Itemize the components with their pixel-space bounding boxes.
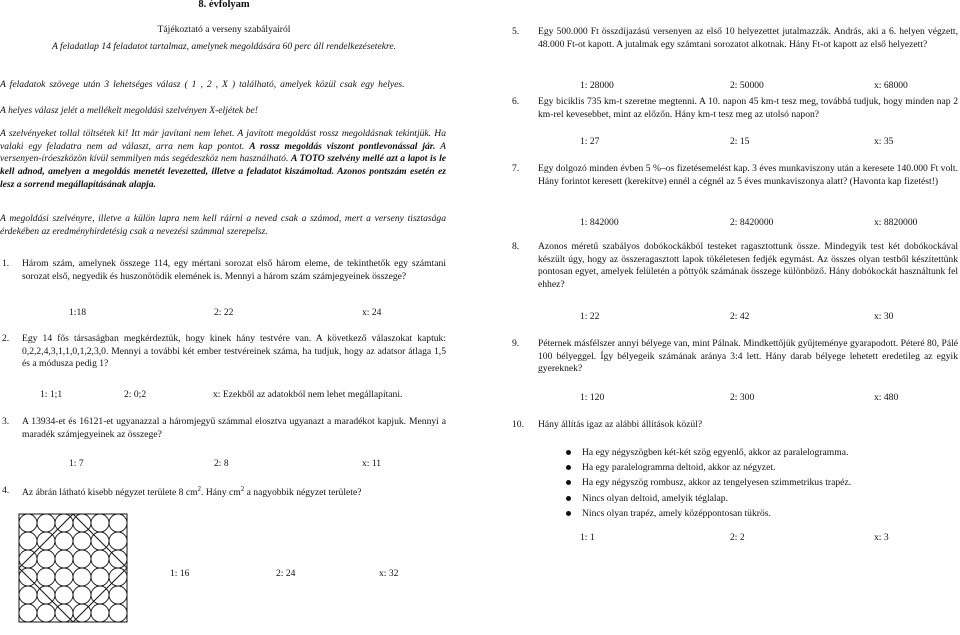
task-5-option-1: 1: 28000 xyxy=(580,80,614,91)
grade-heading: 8. évfolyam xyxy=(198,0,250,10)
task-1-option-2: 2: 22 xyxy=(214,307,234,318)
task-8-option-x: x: 30 xyxy=(874,311,894,322)
bullet-icon xyxy=(566,511,571,516)
task-2-option-2: 2: 0;2 xyxy=(124,389,147,400)
task-10-option-x: x: 3 xyxy=(874,532,889,543)
task-3-option-1: 1: 7 xyxy=(69,458,84,469)
figure-circle xyxy=(73,586,91,604)
task-10-option-2: 2: 2 xyxy=(730,532,745,543)
task-10-number: 10. xyxy=(512,419,524,430)
figure-circle xyxy=(37,604,55,622)
figure-circle xyxy=(109,514,127,532)
statement-text: Nincs olyan deltoid, amelyik téglalap. xyxy=(582,492,729,504)
statement-text: Nincs olyan trapéz, amely középpontosan tükrös. xyxy=(582,507,771,519)
rule-a: A szelvényeket tollal töltsétek ki! Itt már javítani nem lehet. A javított megoldást rossz megoldásnak tekintjük. Ha valaki egy feladatra nem ad választ, arra nem kap pontot. xyxy=(0,128,446,152)
task-5-option-2: 2: 50000 xyxy=(730,80,764,91)
inner-square xyxy=(19,514,127,622)
task-2-option-1: 1: 1;1 xyxy=(40,389,63,400)
task-1-text: Három szám, amelynek összege 114, egy mértani sorozat első három eleme, de tekinthetők egy számtani sorozat első, negyedik és huszonötödik elemének is. Mennyi a három szám számjegyeinek összege? xyxy=(22,258,446,282)
task-7-option-1: 1: 842000 xyxy=(580,217,619,228)
intro-line-3: A helyes válasz jelét a mellékelt megoldási szelvényen X-eljétek be! xyxy=(0,105,258,116)
task-9-option-x: x: 480 xyxy=(874,392,899,403)
squares-figure xyxy=(0,500,140,635)
figure-circle xyxy=(19,514,37,532)
task-4-text-b: . Hány cm xyxy=(201,487,241,499)
figure-circle xyxy=(91,514,109,532)
task-1-option-x: x: 24 xyxy=(362,307,382,318)
figure-circle xyxy=(109,604,127,622)
figure-circle xyxy=(55,586,73,604)
figure-circle xyxy=(19,604,37,622)
task-10-text: Hány állítás igaz az alábbi állítások közül? xyxy=(538,419,703,430)
task-8-number: 8. xyxy=(512,241,520,252)
task-8-text: Azonos méretű szabályos dobókockákból testeket ragasztottunk össze. Mindegyik test két dobókockával készült úgy, hogy az összeragasztott lapok tökéletesen fedjék egymást. Az összes olyan testből készítettünk pontosan egyet, amelyek felületén a pöttyök számának összege különböző. Hány dobókockát használtunk fel ehhez? xyxy=(538,241,958,290)
task-6-option-2: 2: 15 xyxy=(730,136,750,147)
page-title: Tájékoztató a verseny szabályairól xyxy=(157,24,291,35)
task-3-option-x: x: 11 xyxy=(362,458,382,469)
task-2-text: Egy 14 fős társaságban megkérdeztük, hogy kinek hány testvére van. A következő válaszokat kaptuk: 0,2,2,4,3,1,1,0,1,2,3,0. Mennyi a további két ember testvéreinek száma, ha tudjuk, hogy az adatsor átlaga 1,5 és a módusza pedig 1? xyxy=(22,333,446,370)
statement-text: Ha egy paralelogramma deltoid, akkor az négyzet. xyxy=(582,462,776,474)
statement-item xyxy=(582,475,851,490)
task-4-sup-2: 2 xyxy=(240,485,245,493)
task-5-body: Egy 500.000 Ft összdíjazású versenyen az első 10 helyezettet jutalmazzák. András, aki a 6. helyen végzett, 48.000 Ft-ot kapott. A jutalmak egy számtani sorozatot alkotnak. Hány Ft-ot kapott az első helyezett? xyxy=(538,26,958,50)
task-1-option-1: 1:18 xyxy=(69,307,87,318)
rule-b: A rossz megoldás viszont pontlevonással jár. xyxy=(249,140,436,152)
statement-list xyxy=(582,445,851,521)
task-4-sup-1: 2 xyxy=(197,485,202,493)
bullet-icon xyxy=(566,480,571,485)
task-9-text: Péternek másfélszer annyi bélyege van, mint Pálnak. Mindkettőjük gyűjteménye gyarapodott. Péteré 80, Pálé 100 bélyeggel. Így bélyegeik számának aránya 3:4 lett. Hány darab bélyege lehetett eredetileg az egyik gyereknek? xyxy=(538,338,958,375)
task-6-number: 6. xyxy=(512,96,520,107)
rules-paragraph-2: A megoldási szelvényre, illetve a külön lapra nem kell ráírni a neved csak a számod, mert a verseny tisztasága érdekében az eredményhirdetésig csak a nevezési számmal szerepelsz. xyxy=(0,213,446,237)
task-7-option-2: 2: 8420000 xyxy=(730,217,774,228)
figure-circle xyxy=(91,550,109,568)
task-4-option-1: 1: 16 xyxy=(170,568,190,579)
task-7-text: Egy dolgozó minden évben 5 %–os fizetésemelést kap. 3 éves munkaviszony után a keresete 140.000 Ft volt. Hány forintot keresett (kerekítve) ennél a cégnél az 5 éves munkaviszonya alatt? (Havonta kap fizetést!) xyxy=(538,163,958,187)
task-5-text xyxy=(538,26,958,51)
task-4-text xyxy=(22,485,361,500)
figure-circle xyxy=(55,568,73,586)
figure-circle xyxy=(91,604,109,622)
bullet-icon xyxy=(566,450,571,455)
task-10-option-1: 1: 1 xyxy=(580,532,595,543)
figure-circle xyxy=(19,586,37,604)
figure-circle xyxy=(109,532,127,550)
outer-square xyxy=(19,514,127,622)
figure-circle xyxy=(19,532,37,550)
figure-circle xyxy=(91,568,109,586)
task-5-number: 5. xyxy=(512,26,520,37)
task-4-option-x: x: 32 xyxy=(379,568,399,579)
task-4-text-a: Az ábrán látható kisebb négyzet területe 8 cm xyxy=(22,487,198,499)
task-7-number: 7. xyxy=(512,163,520,174)
figure-circle xyxy=(37,568,55,586)
figure-circle xyxy=(109,586,127,604)
task-3-option-2: 2: 8 xyxy=(214,458,229,469)
task-3-text: A 13934-et és 16121-et ugyanazzal a háromjegyű számmal elosztva ugyanazt a maradékot kapjuk. Mennyi a maradék számjegyeinek az összege? xyxy=(22,416,446,440)
rule-c: A versenyen-íróeszközön kívül semmilyen más segédeszköz nem használható. xyxy=(0,140,446,165)
task-8-option-1: 1: 22 xyxy=(580,311,600,322)
bullet-icon xyxy=(566,496,571,501)
statement-item xyxy=(582,491,851,506)
bullet-icon xyxy=(566,465,571,470)
figure-circle xyxy=(55,550,73,568)
task-2-option-x: x: Ezekből az adatokból nem lehet megállapítani. xyxy=(213,389,403,400)
task-6-option-1: 1: 27 xyxy=(580,136,600,147)
task-9-number: 9. xyxy=(512,338,520,349)
task-9-option-2: 2: 300 xyxy=(730,392,755,403)
statement-item xyxy=(582,460,851,475)
figure-circle xyxy=(73,550,91,568)
figure-circle xyxy=(73,568,91,586)
task-4-number: 4. xyxy=(2,485,10,496)
task-4-text-c: a nagyobbik négyzet területe? xyxy=(244,487,362,499)
task-9-option-1: 1: 120 xyxy=(580,392,605,403)
task-1-number: 1. xyxy=(2,258,10,269)
figure-circle xyxy=(37,514,55,532)
statement-text: Ha egy négyszög rombusz, akkor az tengelyesen szimmetrikus trapéz. xyxy=(582,477,852,489)
task-6-option-x: x: 35 xyxy=(874,136,894,147)
figure-circle xyxy=(55,532,73,550)
task-3-number: 3. xyxy=(2,416,10,427)
task-8-option-2: 2: 42 xyxy=(730,311,750,322)
task-6-text: Egy biciklis 735 km-t szeretne megtenni. A 10. napon 45 km-t tesz meg, továbbá tudjuk, hogy minden nap 2 km-rel kevesebbet, mint az előzőn. Hány km-t tesz meg az utolsó napon? xyxy=(538,96,958,120)
figure-circle xyxy=(37,550,55,568)
task-2-number: 2. xyxy=(2,333,10,344)
task-5-option-x: x: 68000 xyxy=(874,80,908,91)
figure-circle xyxy=(73,532,91,550)
rules-paragraph xyxy=(0,128,446,191)
rule-d: A TOTO szelvény mellé azt a lapot is le kell adnod, amelyen a megoldás menetét levezetted, illetve a feladatot kiszámoltad. Azonos pontszám esetén ez lesz a sorrend megállapításának alapja. xyxy=(0,153,447,190)
statement-item xyxy=(582,506,851,521)
intro-line-2: A feladatok szövege után 3 lehetséges válasz ( 1 , 2 , X ) található, amelyek közül csak egy helyes. xyxy=(0,79,405,90)
task-4-option-2: 2: 24 xyxy=(276,568,296,579)
statement-text: Ha egy négyszögben két-két szög egyenlő, akkor az paralelogramma. xyxy=(582,447,849,458)
statement-item xyxy=(582,445,851,460)
intro-line-1: A feladatlap 14 feladatot tartalmaz, amelynek megoldására 60 perc áll rendelkezésetekre. xyxy=(51,41,397,52)
task-7-option-x: x: 8820000 xyxy=(874,217,918,228)
